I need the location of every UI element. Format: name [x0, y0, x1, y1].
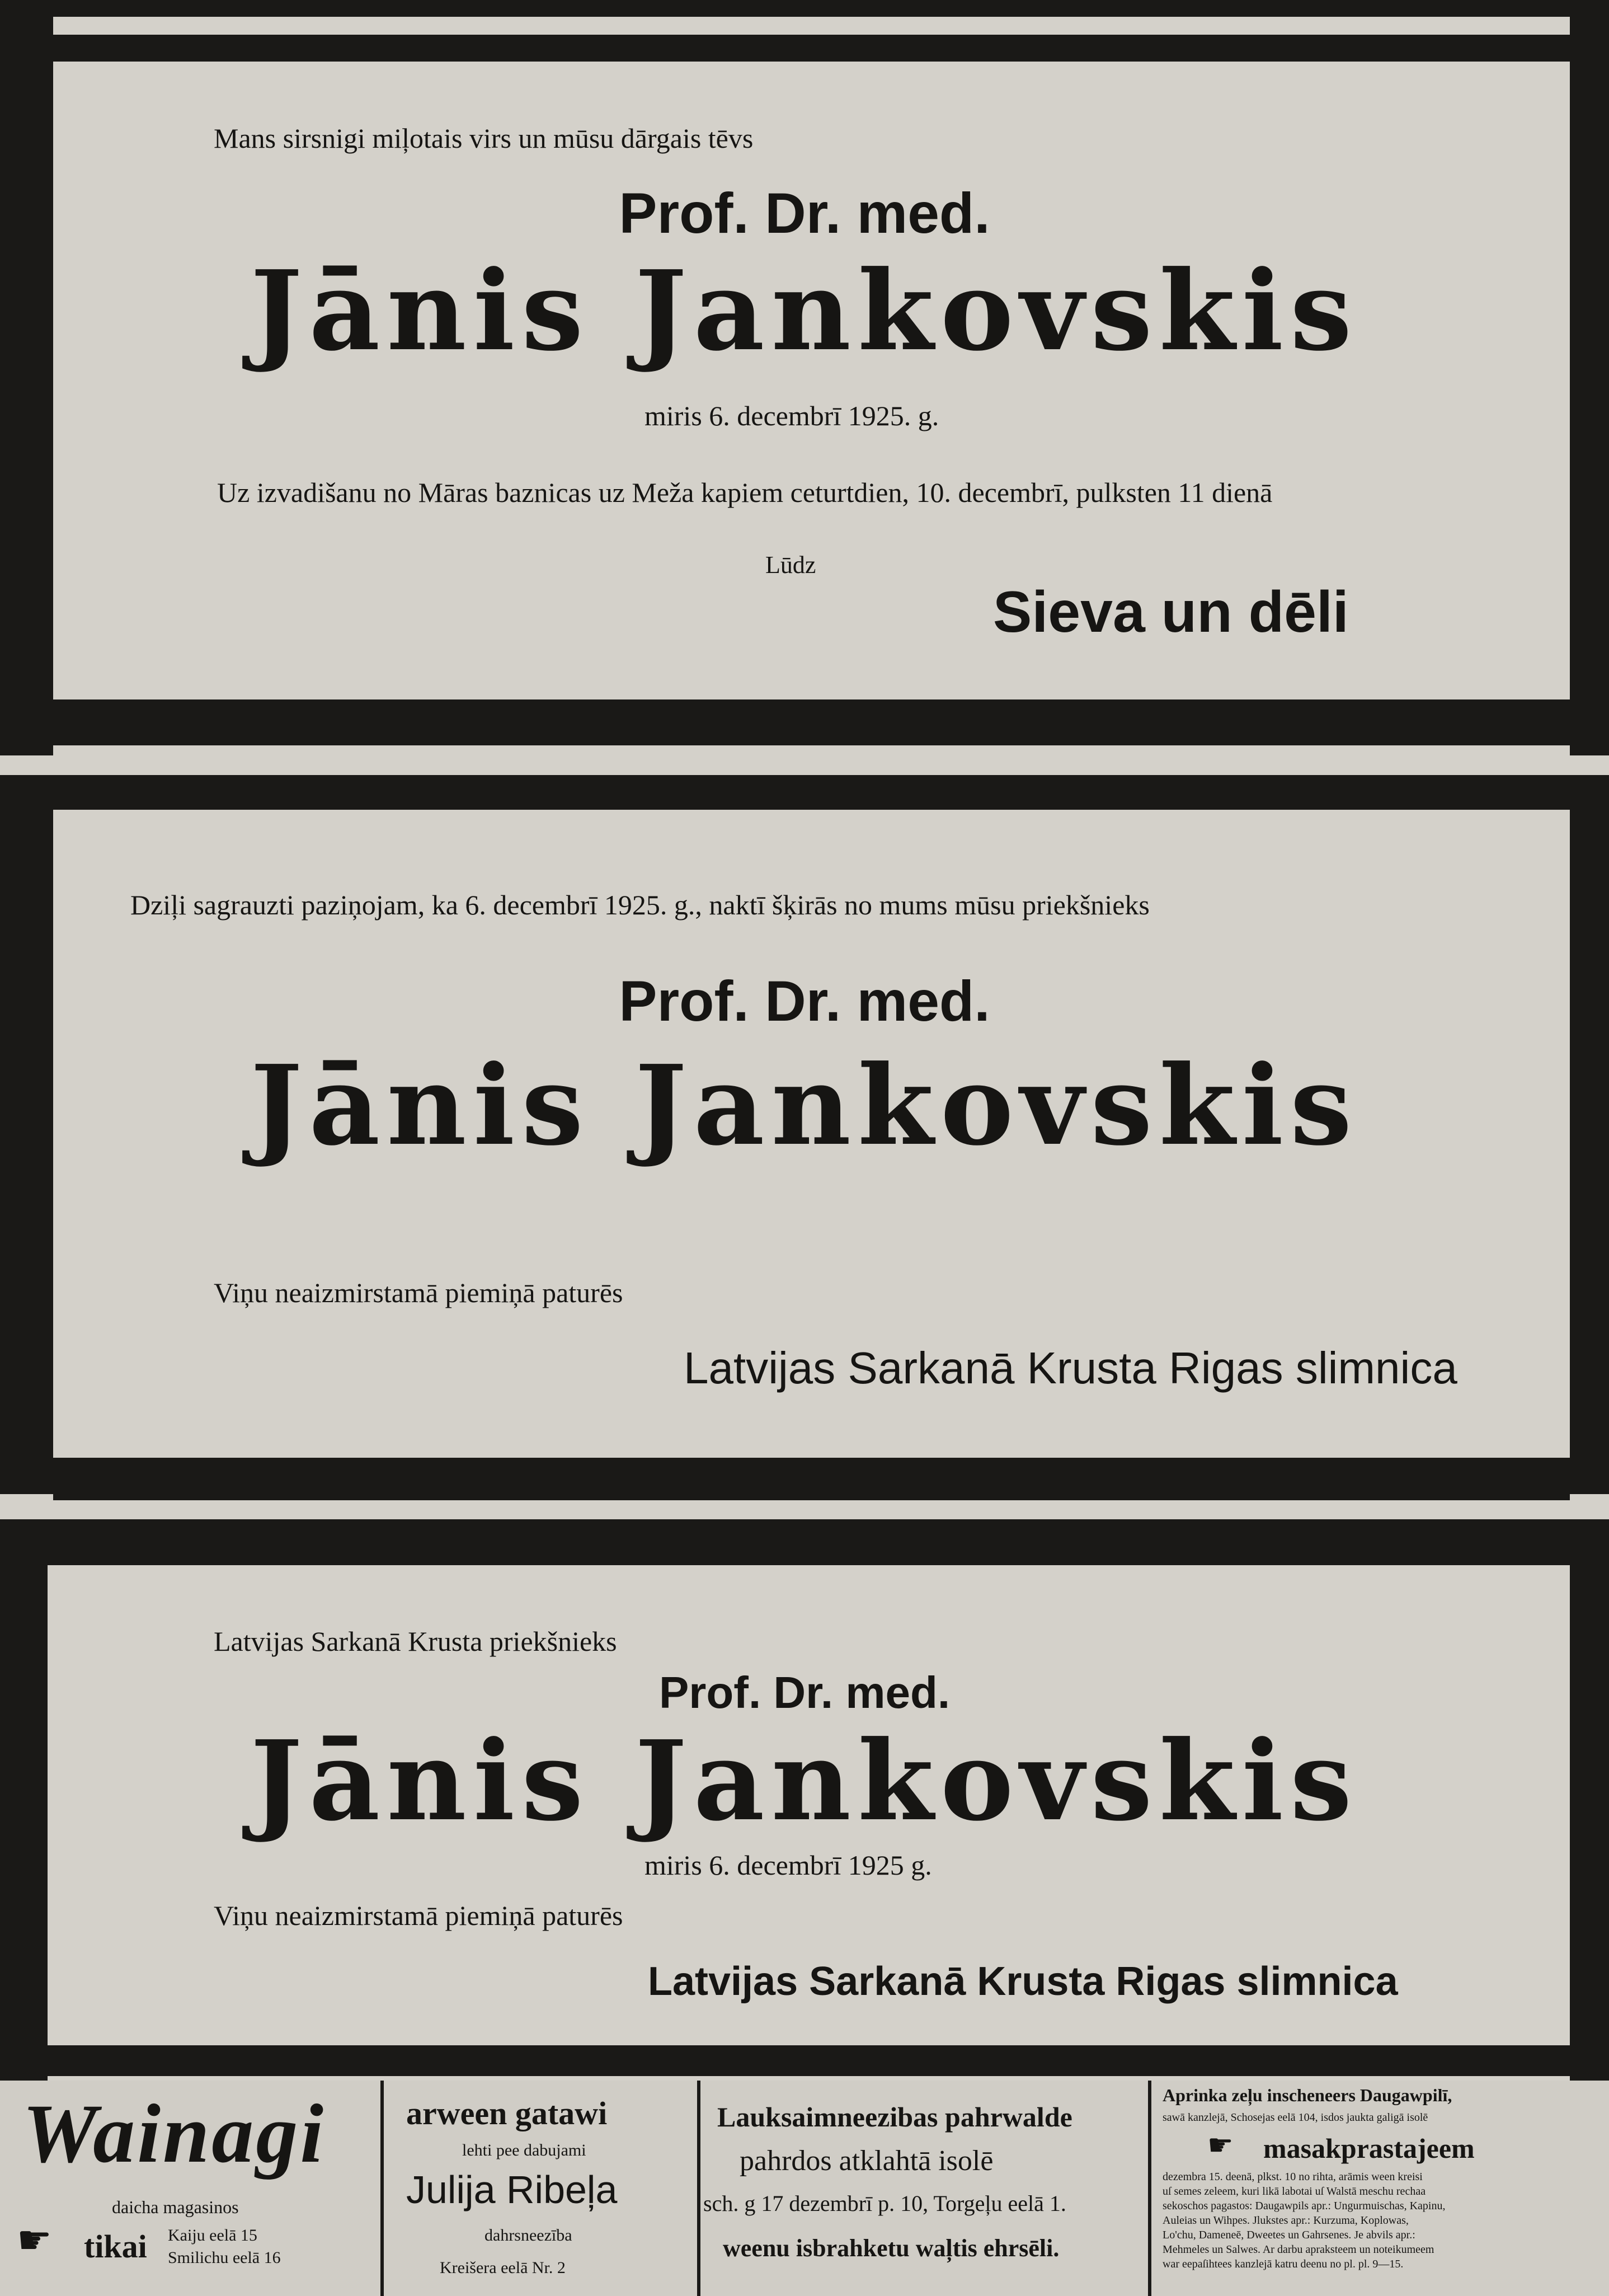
ad-survey-line2: sawā kanzlejā, Schosejas eelā 104, isdos jaukta galigā isolē: [1163, 2111, 1428, 2124]
ad-survey-line6: Auleias un Wihpes. Jlukstes apr.: Kurzuma, Koplowas,: [1163, 2214, 1409, 2227]
border-upper: [53, 35, 1570, 62]
advertisement-strip: [0, 2081, 1609, 2296]
ad-farm: [700, 2081, 1148, 2296]
ad-farm-line2: sch. g 17 dezembrī p. 10, Torgeļu eelā 1.: [703, 2191, 1066, 2216]
obituary-notice-1: [0, 0, 1609, 755]
intro-text: Latvijas Sarkanā Krusta priekšnieks: [214, 1626, 617, 1657]
ad-farm-line3: weenu isbrahketu waļtis ehrsēli.: [723, 2234, 1060, 2262]
ad-wreaths-line2a: Kaiju eelā 15: [168, 2226, 257, 2245]
ad-farm-title: Lauksaimneezibas pahrwalde: [717, 2101, 1072, 2133]
border-right: [1570, 0, 1609, 755]
ad-survey-title: masakprastajeem: [1263, 2133, 1475, 2164]
obituary-notice-3: [0, 1511, 1609, 2081]
border-top: [0, 1519, 1609, 1565]
ad-survey-line1: Aprinka zeļu inscheneers Daugawpilī,: [1163, 2085, 1452, 2105]
ad-ribela-name: Julija Ribeļa: [406, 2168, 618, 2212]
death-date: miris 6. decembrī 1925 g.: [644, 1849, 932, 1881]
funeral-info: Uz izvadišanu no Māras baznicas uz Meža kapiem ceturtdien, 10. decembrī, pulksten 11 dienā: [217, 477, 1273, 508]
deceased-name: Jānis Jankovskis: [250, 247, 1359, 375]
ad-survey-line4: uſ semes zeleem, kuri likā labotai uſ Walstā meschu rechaa: [1163, 2185, 1426, 2198]
ad-survey-line9: war eepaſihtees kanzlejā katru deenu no pl. pl. 9—15.: [1163, 2258, 1404, 2270]
ad-ribela-address: Kreišera eelā Nr. 2: [440, 2259, 566, 2277]
ad-wreaths-title: Wainagi: [22, 2087, 326, 2180]
pointing-hand-icon: ☛: [1207, 2129, 1234, 2162]
ad-survey-line8: Mehmeles un Salwes. Ar darbu apraksteem un noteikumeem: [1163, 2243, 1434, 2256]
deceased-name: Jānis Jankovskis: [250, 1717, 1359, 1846]
deceased-name: Jānis Jankovskis: [250, 1041, 1359, 1170]
ad-survey-line5: sekoschos pagastos: Daugawpils apr.: Ungurmuischas, Kapinu,: [1163, 2200, 1446, 2212]
ad-wreaths-line2b: Smilichu eelā 16: [168, 2248, 281, 2267]
ad-survey-line7: Lo'chu, Dameneē, Dweetes un Gahrsenes. Je abvils apr.:: [1163, 2229, 1415, 2241]
ad-farm-line1: pahrdos atklahtā isolē: [740, 2145, 994, 2177]
obituary-notice-2: [0, 755, 1609, 1511]
ad-ribela: [384, 2081, 697, 2296]
border-bottom: [0, 2045, 1609, 2076]
title-text: Prof. Dr. med.: [619, 181, 990, 245]
ad-ribela-line3: dahrsneezība: [484, 2226, 572, 2245]
border-bottom: [0, 699, 1609, 745]
ad-survey-line3: dezembra 15. deenā, plkst. 10 no rihta, arāmis ween kreisi: [1163, 2171, 1423, 2183]
ad-wreaths-line1: daicha magasinos: [112, 2197, 239, 2217]
memory-text: Viņu neaizmirstamā piemiņā paturēs: [214, 1900, 623, 1931]
title-text: Prof. Dr. med.: [619, 969, 990, 1033]
intro-text: Mans sirsnigi miļotais virs un mūsu dārgais tēvs: [214, 123, 754, 154]
ad-ribela-line1: arween gatawi: [406, 2095, 608, 2131]
intro-text: Dziļi sagrauzti paziņojam, ka 6. decembrī 1925. g., naktī šķirās no mums mūsu priekšnieks: [130, 889, 1150, 921]
signature-text: Latvijas Sarkanā Krusta Rigas slimnica: [684, 1343, 1457, 1393]
ad-ribela-line2: lehti pee dabujami: [462, 2141, 586, 2159]
ad-wreaths: [0, 2081, 380, 2296]
memory-text: Viņu neaizmirstamā piemiņā paturēs: [214, 1277, 623, 1308]
border-top: [0, 0, 1609, 17]
signature-text: Sieva un dēli: [993, 580, 1349, 645]
ad-wreaths-tikai: tikai: [84, 2228, 147, 2265]
death-date: miris 6. decembrī 1925. g.: [644, 400, 939, 431]
request-text: Lūdz: [765, 551, 816, 579]
title-text: Prof. Dr. med.: [658, 1668, 951, 1717]
pointing-hand-icon: ☛: [17, 2217, 52, 2263]
border-left: [0, 0, 53, 755]
border-bottom: [53, 1458, 1570, 1500]
border-top: [0, 775, 1609, 810]
signature-text: Latvijas Sarkanā Krusta Rigas slimnica: [648, 1959, 1398, 2004]
ad-survey: [1151, 2081, 1599, 2296]
